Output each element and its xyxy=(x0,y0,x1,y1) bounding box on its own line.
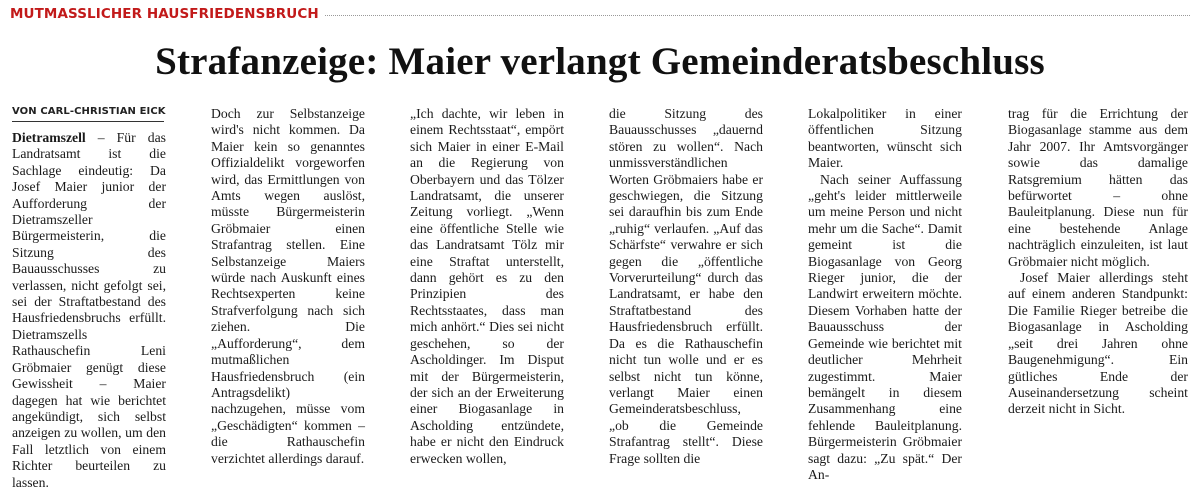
kicker-dotted-rule xyxy=(325,15,1190,16)
article-column-1 xyxy=(12,130,166,491)
kicker: MUTMASSLICHER HAUSFRIEDENSBRUCH xyxy=(10,6,319,22)
byline-rule xyxy=(12,121,164,122)
article-paragraph: Lokalpolitiker in einer öffentlichen Sitzung beantworten, wünscht sich Maier. xyxy=(808,106,962,171)
article-column-6 xyxy=(1008,106,1188,418)
kicker-row xyxy=(10,6,1190,22)
article-paragraph xyxy=(12,130,166,491)
article-paragraph: trag für die Errichtung der Biogasanlage stamme aus dem Jahr 2007. Ihr Amtsvorgänger sowie das damalige Ratsgremium hätten das befürwortet – ohne Bauleitplanung. Diese nun für eine bestehende Anlage nachträglich einzuleiten, ist laut Gröbmaier nicht möglich. xyxy=(1008,106,1188,269)
article-paragraph: Josef Maier allerdings steht auf einem anderen Standpunkt: Die Familie Rieger betreibe die Biogasanlage in Ascholding „seit drei Jahren ohne Baugenehmigung“. Ein gütliches Ende der Auseinandersetzung scheint derzeit nicht in Sicht. xyxy=(1008,270,1188,417)
article-column-5 xyxy=(808,106,962,483)
article-paragraph: Doch zur Selbstanzeige wird's nicht kommen. Da Maier kein so genanntes Offizialdelikt vorgeworfen wird, das Ermittlungen von Amts wegen auslöst, müsste Bürgermeisterin Gröbmaier einen Strafantrag stellen. Eine Selbstanzeige Maiers würde nach Auskunft eines Rechtsexperten keine Strafverfolgung nach sich ziehen. Die „Aufforderung“, dem mutmaßlichen Hausfriedensbruch (ein Antragsdelikt) nachzugehen, müsse vom „Geschädigten“ kommen – die Rathauschefin verzichtet allerdings darauf. xyxy=(211,106,365,466)
paragraph-text: – Für das Landratsamt ist die Sachlage eindeutig: Da Josef Maier junior der Aufforderung der Dietramszeller Bürgermeisterin, die Sitzung des Bauausschusses zu verlassen, nicht gefolgt sei, sei der Straftatbestand des Hausfriedensbruchs erfüllt. Dietramszells Rathauschefin Leni Gröbmaier genügt diese Gewissheit – Maier dagegen hat wie berichtet angekündigt, sich selbst anzeigen zu wollen, um den Fall letztlich von einem Richter beurteilen zu lassen. xyxy=(12,130,166,490)
article-paragraph: „Ich dachte, wir leben in einem Rechtsstaat“, empört sich Maier in einer E-Mail an die Regierung von Oberbayern und das Tölzer Landratsamt, die unserer Zeitung vorliegt. „Wenn eine öffentliche Stelle wie das Landratsamt Tölz mir eine Straftat unterstellt, dann gehört es zu den Prinzipien des Rechtsstaates, dass man mich anhört.“ Dies sei nicht geschehen, so der Ascholdinger. Im Disput mit der Bürgermeisterin, der sich an der Erweiterung einer Biogasanlage in Ascholding entzündete, habe er nicht den Eindruck erwecken wollen, xyxy=(410,106,564,466)
byline-block xyxy=(12,106,164,122)
dateline: Dietramszell xyxy=(12,130,86,145)
byline: VON CARL-CHRISTIAN EICK xyxy=(12,106,166,117)
article-paragraph: die Sitzung des Bauausschusses „dauernd stören zu wollen“. Nach unmissverständlichen Worten Gröbmaiers habe er geschwiegen, die Sitzung sei daraufhin bis zum Ende „ruhig“ verlaufen. „Auf das Schärfste“ verwahre er sich gegen die „öffentliche Vorverurteilung“ durch das Landratsamt, er habe den Straftatbestand des Hausfriedensbruch erfüllt. Da es die Rathauschefin nicht tun wolle und er es selbst nicht tun könne, verlangt Maier einen Gemeinderatsbeschluss, „ob die Gemeinde Strafantrag stellt“. Diese Frage sollten die xyxy=(609,106,763,466)
headline: Strafanzeige: Maier verlangt Gemeinderatsbeschluss xyxy=(155,40,1045,83)
article-paragraph: Nach seiner Auffassung „geht's leider mittlerweile um meine Person und nicht mehr um die Sache“. Damit gemeint ist die Biogasanlage von Georg Rieger junior, die der Landwirt erweitern möchte. Diesem Vorhaben hatte der Bauausschuss der Gemeinde wie berichtet mit deutlicher Mehrheit zugestimmt. Maier bemängelt in diesem Zusammenhang eine fehlende Bauleitplanung. Bürgermeisterin Gröbmaier sagt dazu: „Zu spät.“ Der An- xyxy=(808,171,962,482)
